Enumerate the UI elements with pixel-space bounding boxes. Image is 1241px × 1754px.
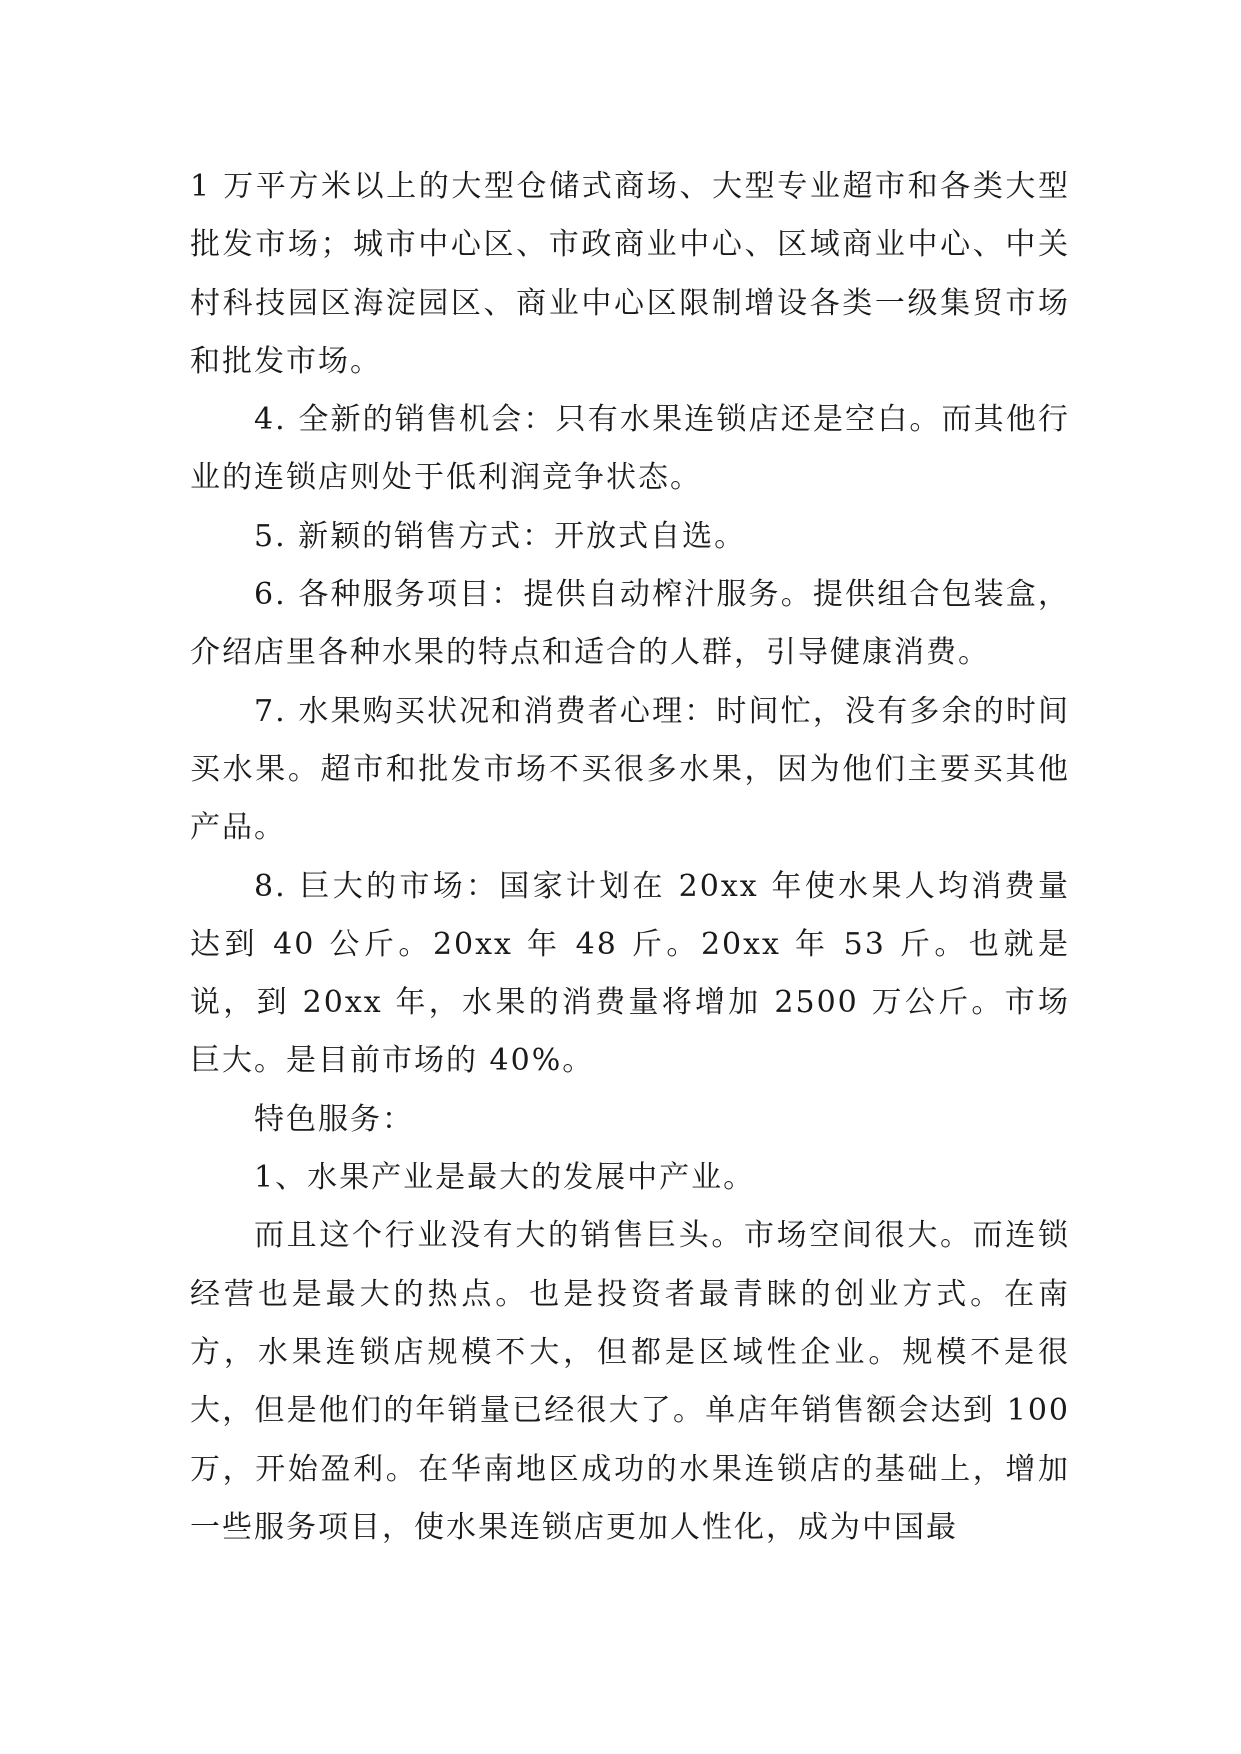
- paragraph-1: 1 万平方米以上的大型仓储式商场、大型专业超市和各类大型批发市场；城市中心区、市政商业中心、区域商业中心、中关村科技园区海淀园区、商业中心区限制增设各类一级集贸市场和批发市场。: [190, 169, 1070, 379]
- document-body: [190, 158, 1070, 1557]
- paragraph-3: 5. 新颖的销售方式：开放式自选。: [254, 518, 747, 554]
- paragraph-5: 7. 水果购买状况和消费者心理：时间忙，没有多余的时间买水果。超市和批发市场不买很多水果，因为他们主要买其他产品。: [190, 693, 1070, 846]
- paragraph-6: 8. 巨大的市场：国家计划在 20xx 年使水果人均消费量达到 40 公斤。20xx 年 48 斤。20xx 年 53 斤。也就是说，到 20xx 年，水果的消费量将增加 2500 万公斤。市场巨大。是目前市场的 40%。: [190, 868, 1070, 1079]
- paragraph-4: 6. 各种服务项目：提供自动榨汁服务。提供组合包装盒，介绍店里各种水果的特点和适合的人群，引导健康消费。: [190, 577, 1070, 671]
- paragraph-7: 1、水果产业是最大的发展中产业。: [254, 1160, 756, 1196]
- paragraph-2: 4. 全新的销售机会：只有水果连锁店还是空白。而其他行业的连锁店则处于低利润竞争状态。: [190, 402, 1070, 496]
- section-heading: 特色服务：: [254, 1101, 414, 1137]
- paragraph-8: 而且这个行业没有大的销售巨头。市场空间很大。而连锁经营也是最大的热点。也是投资者最青睐的创业方式。在南方，水果连锁店规模不大，但都是区域性企业。规模不是很大，但是他们的年销量已经很大了。单店年销售额会达到 100 万，开始盈利。在华南地区成功的水果连锁店的基础上，增加一些服务项目，使水果连锁店更加人性化，成为中国最: [190, 1218, 1070, 1545]
